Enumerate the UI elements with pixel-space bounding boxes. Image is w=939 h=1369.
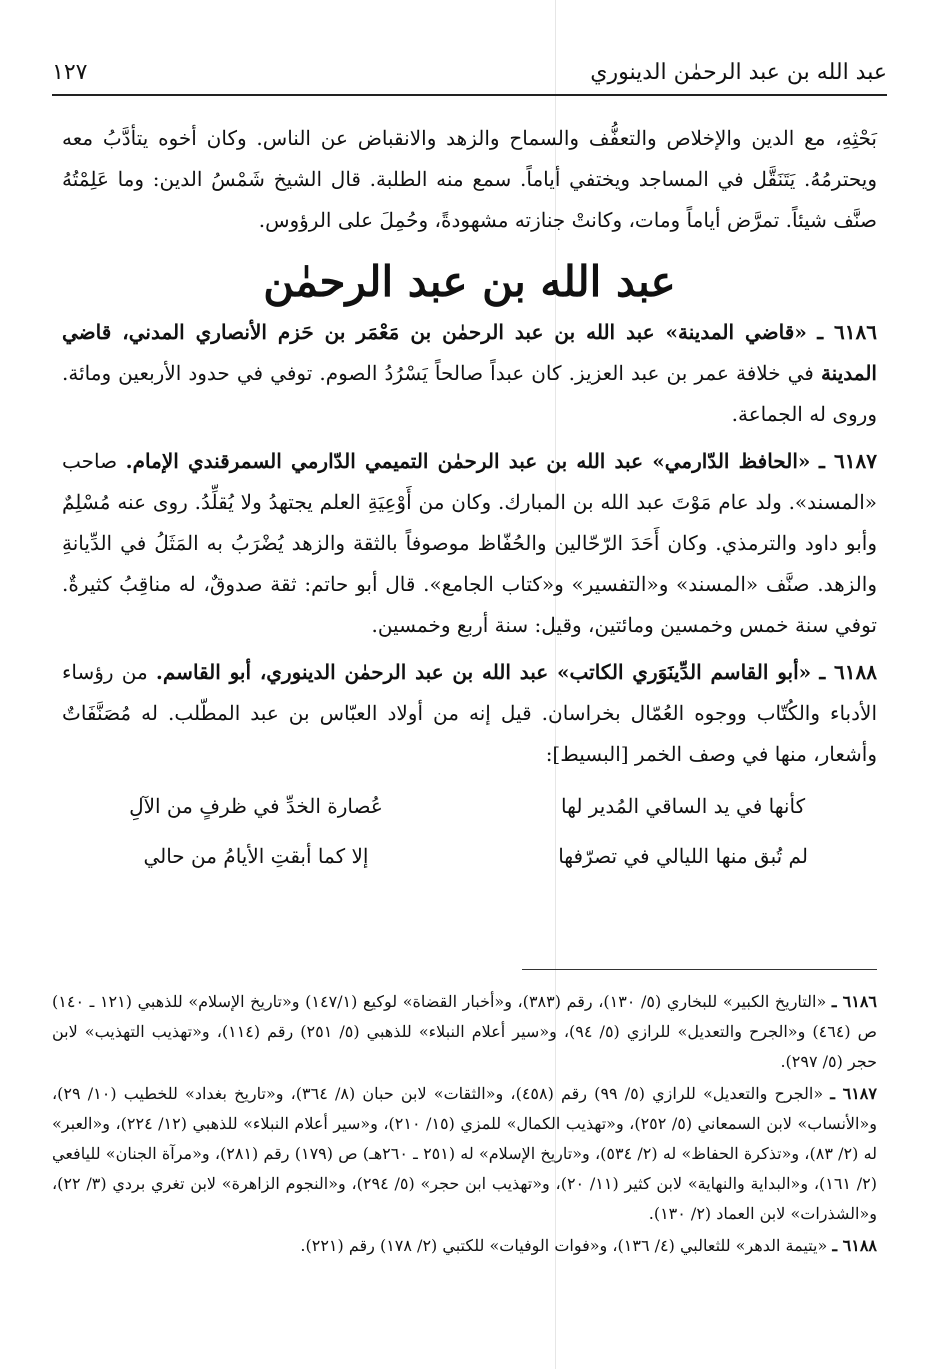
running-title: عبد الله بن عبد الرحمٰن الدينوري	[590, 59, 887, 85]
poem	[62, 781, 877, 881]
intro-paragraph: بَحْثِهِ، مع الدين والإخلاص والتعفُّف والسماح والزهد والانقباض عن الناس. وكان أخوه يتأدَّبُ معه ويحترمُهُ. يَتَنَقَّل في المساجد ويختفي أياماً. سمع منه الطلبة. قال الشيخ شَمْسُ الدين: وما عَلِمْتُهُ صنَّف شيئاً. تمرَّض أياماً ومات، وكانتْ جنازته مشهودةً، وحُمِلَ على الرؤوس.	[62, 126, 877, 232]
page-header	[52, 52, 887, 96]
entry-6186	[62, 312, 877, 435]
entry-text: صاحب «المسند». ولد عام مَوْتَ عبد الله بن المبارك. وكان من أَوْعِيَةِ العلم يجتهدُ ولا يُقلِّدُ. روى عنه مُسْلِمٌ وأبو داود والترمذي. وكان أَحَدَ الرّحّالين والحُفّاظ موصوفاً بالثقة والزهد يُضْرَبُ به المَثَلُ في الدِّيانةِ والزهد. صنَّف «المسند» و«التفسير» و«كتاب الجامع». قال أبو حاتم: ثقة صدوقٌ، له مناقِبُ كثيرةٌ. توفي سنة خمس وخمسين ومائتين، وقيل: سنة أربع وخمسين.	[62, 449, 877, 637]
footnote-6186	[52, 987, 877, 1077]
footnote-text: «الجرح والتعديل» للرازي (٥/ ٩٩) رقم (٤٥٨)، و«الثقات» لابن حبان (٨/ ٣٦٤)، و«تاريخ بغداد» للخطيب (١٠/ ٢٩)، و«الأنساب» لابن السمعاني (٥/ ٢٥٢)، و«تهذيب الكمال» للمزي (١٥/ ٢١٠)، و«سير أعلام النبلاء» للذهبي (١٢/ ٢٢٤)، و«العبر» له (٢/ ٨٣)، و«تذكرة الحفاظ» له (٢/ ٥٣٤)، و«تاريخ الإسلام» له (٢٥١ ـ ٢٦٠هـ) ص (١٧٩) رقم (٢٨١)، و«مرآة الجنان» لليافعي (٢/ ١٦١)، و«البداية والنهاية» لابن كثير (١١/ ٢٠)، و«تهذيب ابن حجر» (٥/ ٢٩٤)، و«النجوم الزاهرة» لابن تغري بردي (٣/ ٢٢)، و«الشذرات» لابن العماد (٢/ ١٣٠).	[52, 1084, 878, 1223]
entry-number: ٦١٨٨ ـ	[819, 660, 878, 684]
footnote-6188	[52, 1231, 877, 1261]
entry-lead: «قاضي المدينة» عبد الله بن عبد الرحمٰن بن مَعْمَر بن حَزم الأنصاري المدني، قاضي المدينة	[62, 320, 877, 385]
section-heading: عبد الله بن عبد الرحمٰن	[263, 257, 676, 306]
entry-number: ٦١٨٦ ـ	[817, 320, 878, 344]
entry-text: في خلافة عمر بن عبد العزيز. كان عبداً صالحاً يَسْرُدُ الصوم. توفي في حدود الأربعين ومائة. وروى له الجماعة.	[62, 361, 877, 426]
verse-first-half: لم تُبق منها الليالي في تصرّفها	[558, 844, 808, 868]
entry-lead: «الحافظ الدّارمي» عبد الله بن عبد الرحمٰن التميمي الدّارمي السمرقندي الإمام.	[125, 449, 811, 473]
footnote-6187	[52, 1079, 877, 1229]
footnote-number: ٦١٨٨ ـ	[832, 1236, 877, 1255]
main-text	[62, 118, 877, 881]
footnote-separator	[522, 969, 877, 970]
entry-6187	[62, 441, 877, 646]
poem-verse	[62, 831, 877, 881]
poem-verse	[62, 781, 877, 831]
entry-lead: «أبو القاسم الدِّينَوَري الكاتب» عبد الله بن عبد الرحمٰن الدينوري، أبو القاسم.	[155, 660, 812, 684]
entry-number: ٦١٨٧ ـ	[818, 449, 877, 473]
verse-first-half: كأنها في يد الساقي المُدير لها	[561, 794, 806, 818]
footnote-number: ٦١٨٧ ـ	[830, 1084, 877, 1103]
footnotes	[52, 987, 877, 1263]
entry-6188	[62, 652, 877, 775]
verse-second-half: إلا كما أبقتِ الأيامُ من حالي	[143, 844, 369, 868]
footnote-number: ٦١٨٦ ـ	[831, 992, 878, 1011]
verse-second-half: عُصارة الخدِّ في ظرفٍ من الآلِ	[129, 794, 383, 818]
entry-text: من رؤساء الأدباء والكُتّاب ووجوه العُمّال بخراسان. قيل إنه من أولاد العبّاس بن عبد المطّلب. له مُصَنَّفَاتٌ وأشعار، منها في وصف الخمر [البسيط]:	[62, 660, 877, 766]
page-number: ١٢٧	[52, 59, 88, 85]
footnote-text: «يتيمة الدهر» للثعالبي (٤/ ١٣٦)، و«فوات الوفيات» للكتبي (٢/ ١٧٨) رقم (٢٢١).	[300, 1236, 828, 1255]
footnote-text: «التاريخ الكبير» للبخاري (٥/ ١٣٠)، رقم (٣٨٣)، و«أخبار القضاة» لوكيع (١٤٧/١) و«تاريخ الإسلام» للذهبي (١٢١ ـ ١٤٠) ص (٤٦٤) و«الجرح والتعديل» للرازي (٥/ ٩٤)، و«سير أعلام النبلاء» للذهبي (٥/ ٢٥١) رقم (١١٤)، و«تهذيب التهذيب» لابن حجر (٥/ ٢٩٧).	[52, 992, 878, 1071]
